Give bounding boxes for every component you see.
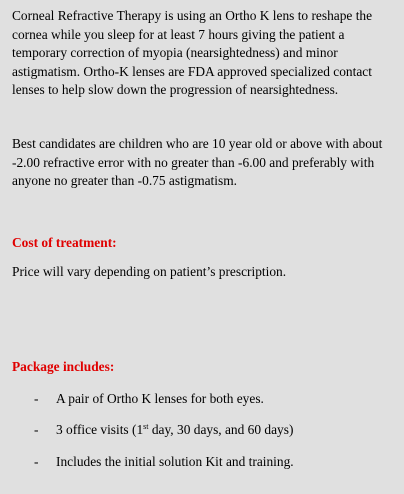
cost-text: Price will vary depending on patient’s prescription.	[12, 264, 287, 279]
list-item	[0, 453, 400, 471]
ordinal-superscript: st	[143, 422, 149, 431]
list-item-text: Includes the initial solution Kit and training.	[56, 454, 294, 469]
list-item-text	[56, 421, 293, 439]
intro-paragraph: Corneal Refractive Therapy is using an Ortho K lens to reshape the cornea while you sleep for at least 7 hours giving the patient a temporary correction of myopia (nearsightedness) and minor astigmatism. Ortho-K lenses are FDA approved specialized contact lenses to help slow down the progression of nearsightedness.	[12, 8, 373, 97]
list-item-text-suffix: day, 30 days, and 60 days)	[148, 422, 294, 437]
cost-heading: Cost of treatment:	[12, 235, 117, 250]
list-item	[0, 421, 400, 439]
bullet-dash: -	[34, 422, 39, 437]
list-item-text: A pair of Ortho K lenses for both eyes.	[56, 391, 264, 406]
bullet-dash: -	[34, 454, 39, 469]
package-heading: Package includes:	[12, 359, 115, 374]
list-item-text-prefix: 3 office visits (1	[56, 422, 144, 437]
list-item	[0, 390, 400, 408]
candidates-paragraph: Best candidates are children who are 10 year old or above with about -2.00 refractive error with no greater than -6.00 and preferably with anyone no greater than -0.75 astigmatism.	[12, 136, 383, 188]
bullet-dash: -	[34, 391, 39, 406]
